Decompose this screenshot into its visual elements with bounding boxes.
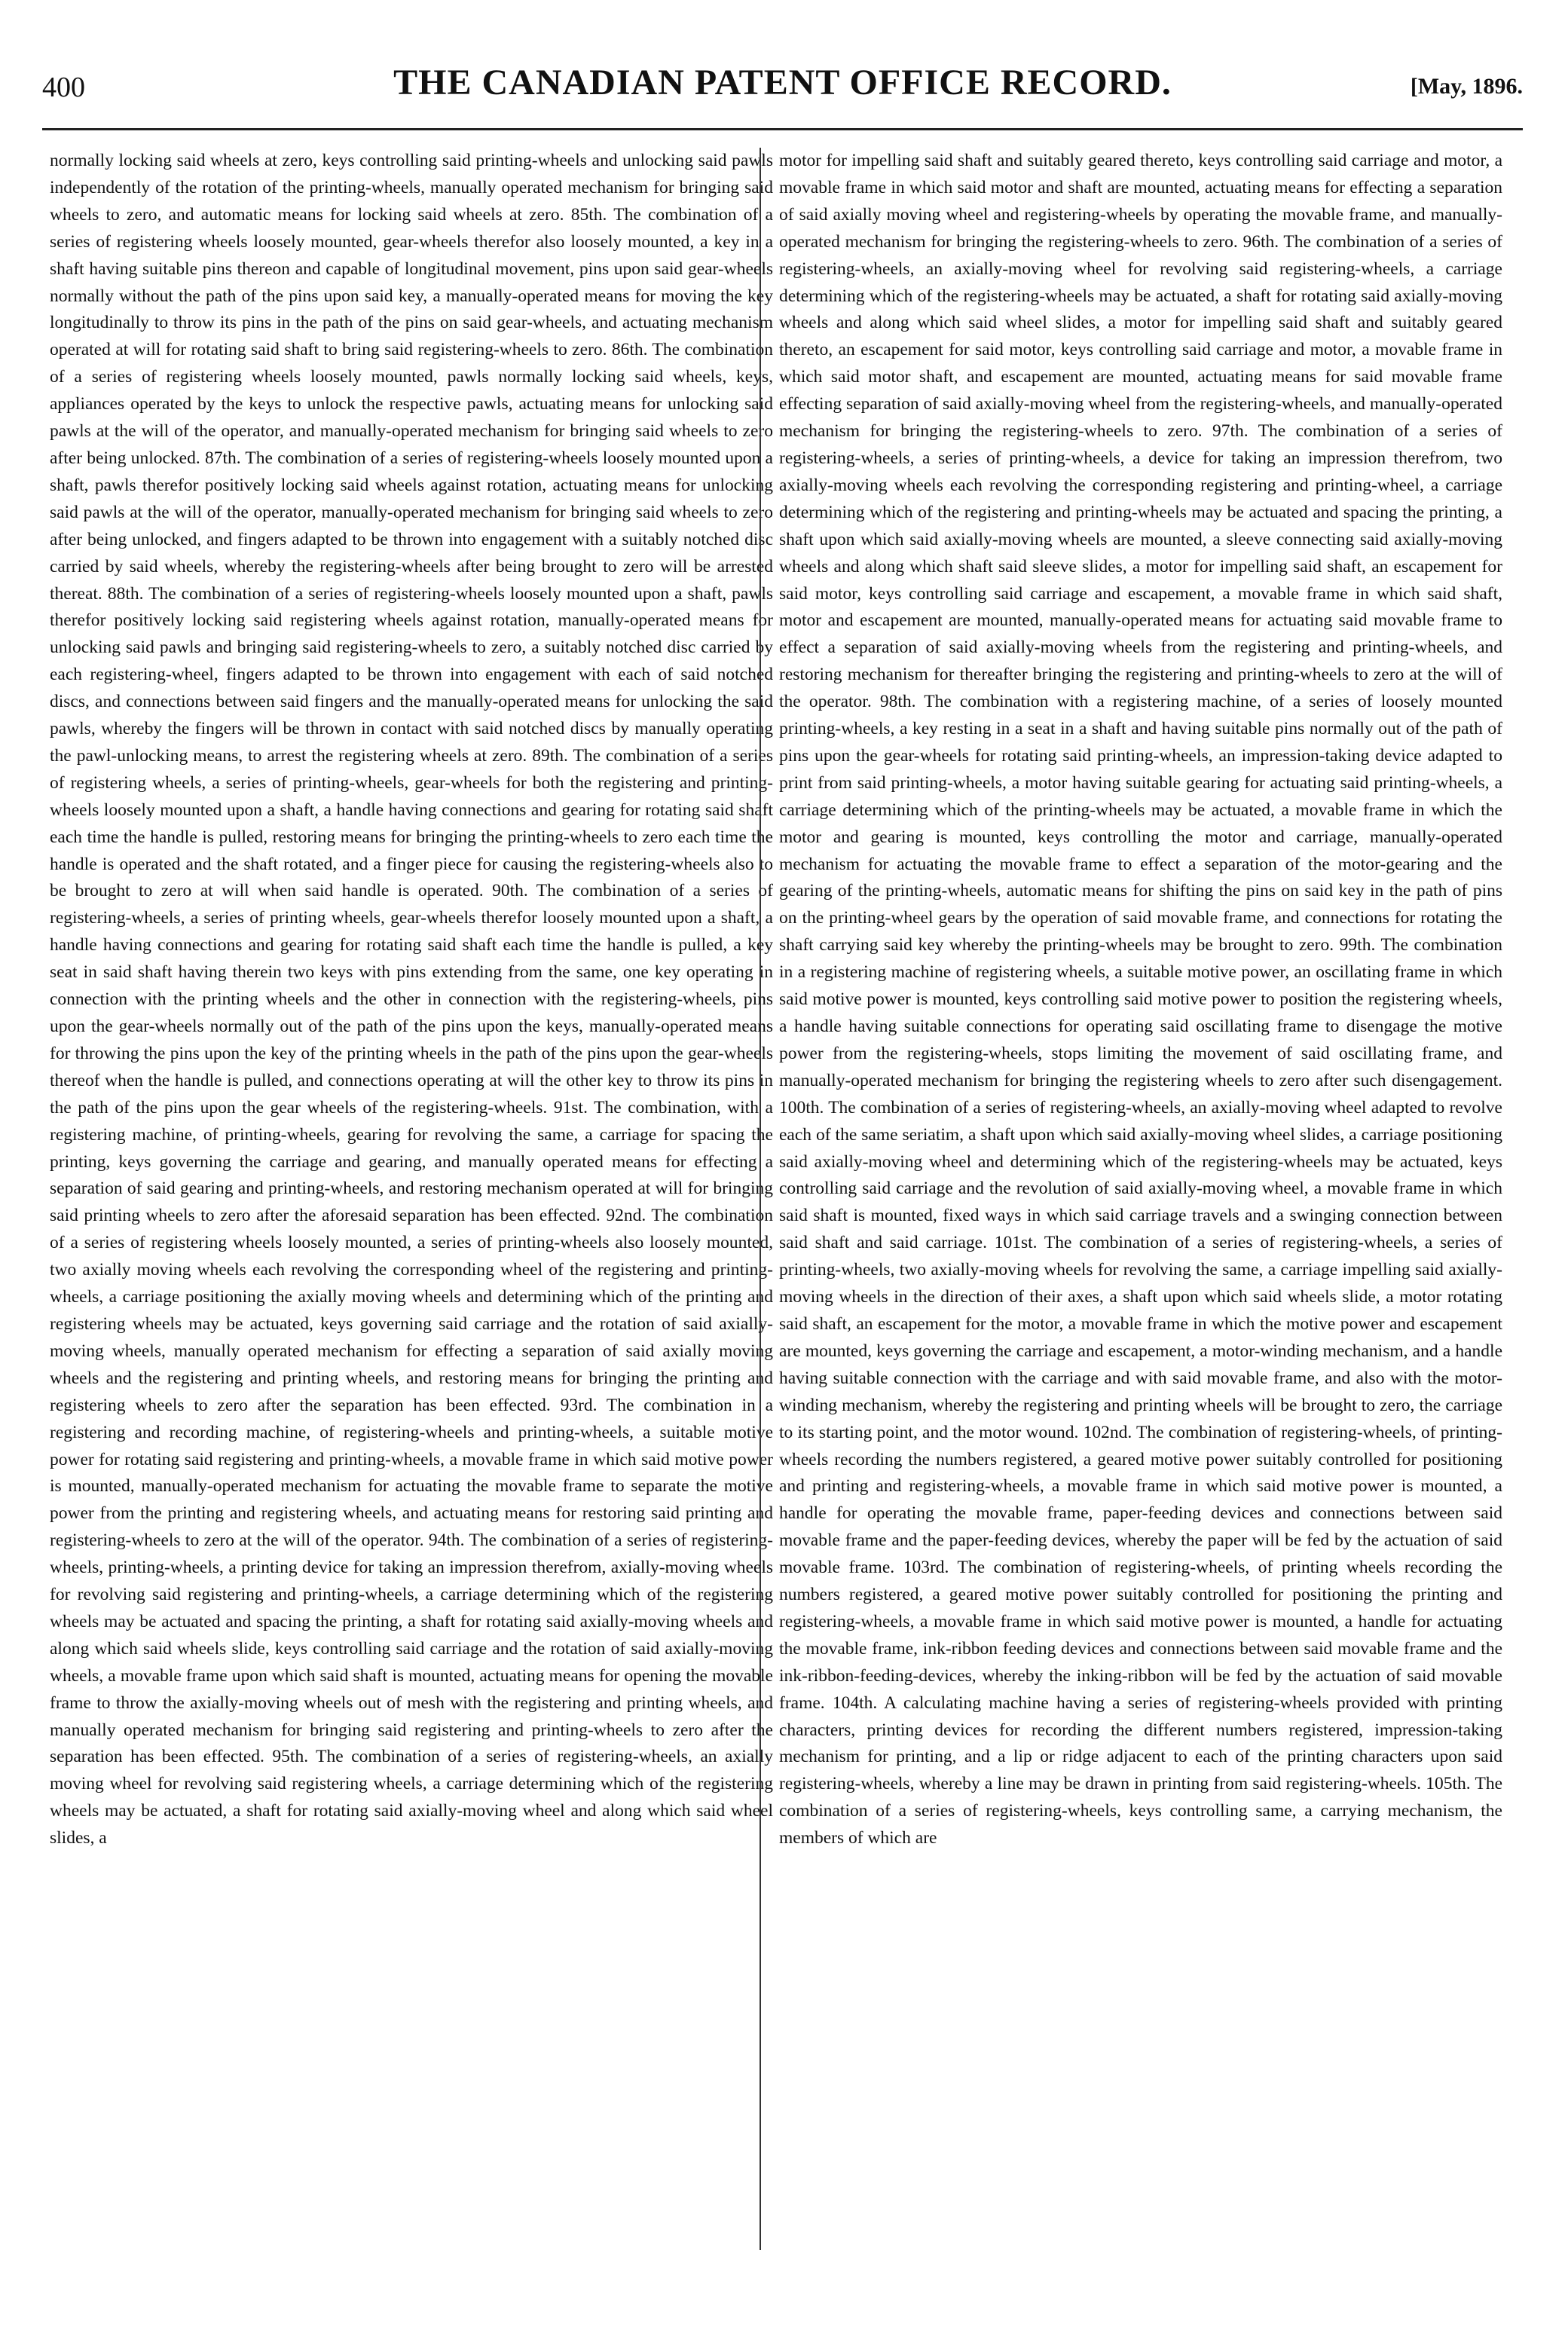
header-rule bbox=[42, 128, 1523, 130]
right-column-text-part-3: 100th. The combination of a series of registering-wheels, an axially-moving wheel adapted to revolve each of the same seriatim, a shaft upon which said axially-moving wheel slides, a carriage positioning said axially-moving wheel and determining which of the registering-wheels may be actuated, keys controlling said carriage and the revolution of said axially-moving wheel, a movable frame in which said shaft is mounted, fixed ways in which said carriage travels and a swinging connection between said shaft and said carriage. 101st. The combination of a series of registering-wheels, a series of printing-wheels, two axially-moving wheels for revolving the same, a carriage impelling said axially-moving wheels in the direction of their axes, a shaft upon which said wheels slide, a motor rotating said shaft, an escapement for the motor, a movable frame in which the motive power and escapement are mounted, keys governing the carriage and escapement, a motor-winding mechanism, and a handle having suitable connection with the carriage and with said movable frame, and also with the motor-winding mechanism, whereby the registering and printing wheels will be brought to zero, the carriage to its starting point, and the motor wound. 102nd. The combination of registering-wheels, of printing-wheels recording the numbers registered, a geared motive power suitably controlled for positioning and printing and registering-wheels, a movable frame in which said motive power is mounted, a handle for operating the movable frame, paper-feeding devices and connections between said movable frame and the paper-feeding devices, whereby the paper will be fed by the actuation of said movable frame. bbox=[779, 1097, 1502, 1578]
left-column-text-part-2: 88th. The combination of a series of registering-wheels loosely mounted upon a shaft, pawls therefor positively locking said registering wheels against rotation, manually-operated means for unlocking said pawls and bringing said registering-wheels to zero, a suitably notched disc carried by each registering-wheel, fingers adapted to be thrown into engagement with each of said notched discs, and connections between said fingers and the manually-operated means for unlocking the said pawls, whereby the fingers will be thrown in contact with said notched discs by manually operating the pawl-unlocking means, to arrest the registering wheels at zero. 89th. The combination of a series of registering wheels, a series of printing-wheels, gear-wheels for both the registering and printing-wheels loosely mounted upon a shaft, a handle having connections and gearing for rotating said shaft each time the handle is pulled, restoring means for bringing the printing-wheels to zero each time the handle is operated and the shaft rotated, and a finger piece for causing the registering-wheels also to be brought to zero at will when said handle is operated. 90th. The combination of a series of registering-wheels, a series of printing wheels, gear-wheels therefor loosely mounted upon a shaft, a handle having connections and gearing for rotating said shaft each time the handle is pulled, a key seat in said shaft having therein two keys with pins extending from the same, one key operating in connection with the printing wheels and the other in connection with the registering-wheels, pins upon the gear-wheels normally out of the path of the pins upon the keys, manually-operated means for throwing the pins upon the key of the printing wheels in the path of the pins upon the gear-wheels thereof when the handle is pulled, and connections operating at will the other key to throw its pins in the path of the pins upon the gear wheels of the registering-wheels. bbox=[50, 583, 773, 1118]
right-column-text-part-4: 103rd. The combination of registering-wheels, of printing wheels recording the numbers registered, a geared motive power suitably controlled for positioning the printing and registering-wheels, a movable frame in which said motive power is mounted, a handle for actuating the movable frame, ink-ribbon feeding devices and connections between said movable frame and the ink-ribbon-feeding-devices, whereby the inking-ribbon will be fed by the actuation of said movable frame. 104th. A calculating machine having a series of registering-wheels provided with printing characters, printing devices for recording the different numbers registered, impression-taking mechanism for printing, and a lip or ridge adjacent to each of the printing characters upon said registering-wheels, whereby a line may be drawn in printing from said registering-wheels. 105th. The combination of a series of registering-wheels, keys controlling same, a carrying mechanism, the members of which are bbox=[779, 1558, 1502, 1848]
page-number: 400 bbox=[42, 72, 85, 103]
right-column bbox=[779, 148, 1502, 2250]
page-header bbox=[42, 60, 1523, 121]
right-column-text-part-2: 98th. The combination with a registering machine, of a series of loosely mounted printing-wheels, a key resting in a seat in a shaft and having suitable pins normally out of the path of pins upon the gear-wheels for rotating said printing-wheels, an impression-taking device adapted to print from said printing-wheels, a motor having suitable gearing for actuating said printing-wheels, a carriage determining which of the printing-wheels may be actuated, a movable frame in which the motor and gearing is mounted, keys controlling the motor and carriage, manually-operated mechanism for actuating the movable frame to effect a separation of the motor-gearing and the gearing of the printing-wheels, automatic means for shifting the pins on said key in the path of pins on the printing-wheel gears by the operation of said movable frame, and connections for rotating the shaft carrying said key whereby the printing-wheels may be brought to zero. 99th. The combination in a registering machine of registering wheels, a suitable motive power, an oscillating frame in which said motive power is mounted, keys controlling said motive power to position the registering wheels, a handle having suitable connections for operating said oscillating frame to disengage the motive power from the registering-wheels, stops limiting the movement of said oscillating frame, and manually-operated mechanism for bringing the registering wheels to zero after such disengagement. bbox=[779, 692, 1502, 1090]
journal-title: THE CANADIAN PATENT OFFICE RECORD. bbox=[393, 63, 1172, 102]
column-divider bbox=[760, 148, 761, 2250]
issue-date: [May, 1896. bbox=[1410, 74, 1523, 99]
right-column-text-part-1: motor for impelling said shaft and suitably geared thereto, keys controlling said carriage and motor, a movable frame in which said motor and shaft are mounted, actuating means for effecting a separation of said axially moving wheel and registering-wheels by operating the movable frame, and manually-operated mechanism for bringing the registering-wheels to zero. 96th. The combination of a series of registering-wheels, an axially-moving wheel for revolving said registering-wheels, a carriage determining which of the registering-wheels may be actuated, a shaft for rotating said axially-moving wheels and along which said wheel slides, a motor for impelling said shaft and suitably geared thereto, an escapement for said motor, keys controlling said carriage and motor, a movable frame in which said motor shaft, and escapement are mounted, actuating means for said movable frame effecting separation of said axially-moving wheel from the registering-wheels, and manually-operated mechanism for bringing the registering-wheels to zero. 97th. The combination of a series of registering-wheels, a series of printing-wheels, a device for taking an impression therefrom, two axially-moving wheels each revolving the corresponding registering and printing-wheel, a carriage determining which of the registering and printing-wheels may be actuated and spacing the printing, a shaft upon which said axially-moving wheels are mounted, a sleeve connecting said axially-moving wheels and along which shaft said sleeve slides, a motor for impelling said shaft, an escapement for said motor, keys controlling said carriage and escapement, a movable frame in which said shaft, motor and escapement are mounted, manually-operated means for actuating said movable frame to effect a separation of said axially-moving wheels from the registering and printing-wheels, and restoring mechanism for thereafter bringing the registering and printing-wheels to zero at the will of the operator. bbox=[779, 151, 1502, 712]
left-column bbox=[50, 148, 773, 2250]
left-column-text-part-4: 93rd. The combination in a registering and recording machine, of registering-wheels and printing-wheels, a suitable motive power for rotating said registering and printing-wheels, a movable frame in which said motive power is mounted, manually-operated mechanism for actuating the movable frame to separate the motive power from the printing and registering wheels, and actuating means for restoring said printing and registering-wheels to zero at the will of the operator. 94th. The combination of a series of registering-wheels, printing-wheels, a printing device for taking an impression therefrom, axially-moving wheels for revolving said registering and printing-wheels, a carriage determining which of the registering wheels may be actuated and spacing the printing, a shaft for rotating said axially-moving wheels and along which said wheels slide, keys controlling said carriage and the rotation of said axially-moving wheels, a movable frame upon which said shaft is mounted, actuating means for opening the movable frame to throw the axially-moving wheels out of mesh with the registering and printing wheels, and manually operated mechanism for bringing said registering and printing-wheels to zero after the separation has been effected. 95th. The combination of a series of registering-wheels, an axially moving wheel for revolving said registering wheels, a carriage determining which of the registering wheels may be actuated, a shaft for rotating said axially-moving wheel and along which said wheel slides, a bbox=[50, 1395, 773, 1848]
left-column-text-part-3: 91st. The combination, with a registering machine, of printing-wheels, gearing for revolving the same, a carriage for spacing the printing, keys governing the carriage and gearing, and manually operated means for effecting a separation of said gearing and printing-wheels, and restoring mechanism operated at will for bringing said printing wheels to zero after the aforesaid separation has been effected. 92nd. The combination of a series of registering wheels loosely mounted, a series of printing-wheels also loosely mounted, two axially moving wheels each revolving the corresponding wheel of the registering and printing-wheels, a carriage positioning the axially moving wheels and determining which of the printing and registering wheels may be actuated, keys governing said carriage and the rotation of said axially-moving wheels, manually operated mechanism for effecting a separation of said axially moving wheels and the registering and printing wheels, and restoring means for bringing the printing and registering wheels to zero after the separation has been effected. bbox=[50, 1097, 773, 1415]
left-column-text bbox=[50, 148, 773, 1852]
left-column-text-part-1: normally locking said wheels at zero, keys controlling said printing-wheels and unlocking said pawls independently of the rotation of the printing-wheels, manually operated mechanism for bringing said wheels to zero, and automatic means for locking said wheels at zero. 85th. The combination of a series of registering wheels loosely mounted, gear-wheels therefor also loosely mounted, a key in a shaft having suitable pins thereon and capable of longitudinal movement, pins upon said gear-wheels normally without the path of the pins upon said key, a manually-operated means for moving the key longitudinally to throw its pins in the path of the pins on said gear-wheels, and actuating mechanism operated at will for rotating said shaft to bring said registering-wheels to zero. 86th. The combination of a series of registering wheels loosely mounted, pawls normally locking said wheels, keys, appliances operated by the keys to unlock the respective pawls, actuating means for unlocking said pawls at the will of the operator, and manually-operated mechanism for bringing said wheels to zero after being unlocked. 87th. The combination of a series of registering-wheels loosely mounted upon a shaft, pawls therefor positively locking said wheels against rotation, actuating means for unlocking said pawls at the will of the operator, manually-operated mechanism for bringing said wheels to zero after being unlocked, and fingers adapted to be thrown into engagement with a suitably notched disc carried by said wheels, whereby the registering-wheels after being brought to zero will be arrested thereat. bbox=[50, 151, 773, 604]
right-column-text bbox=[779, 148, 1502, 1852]
